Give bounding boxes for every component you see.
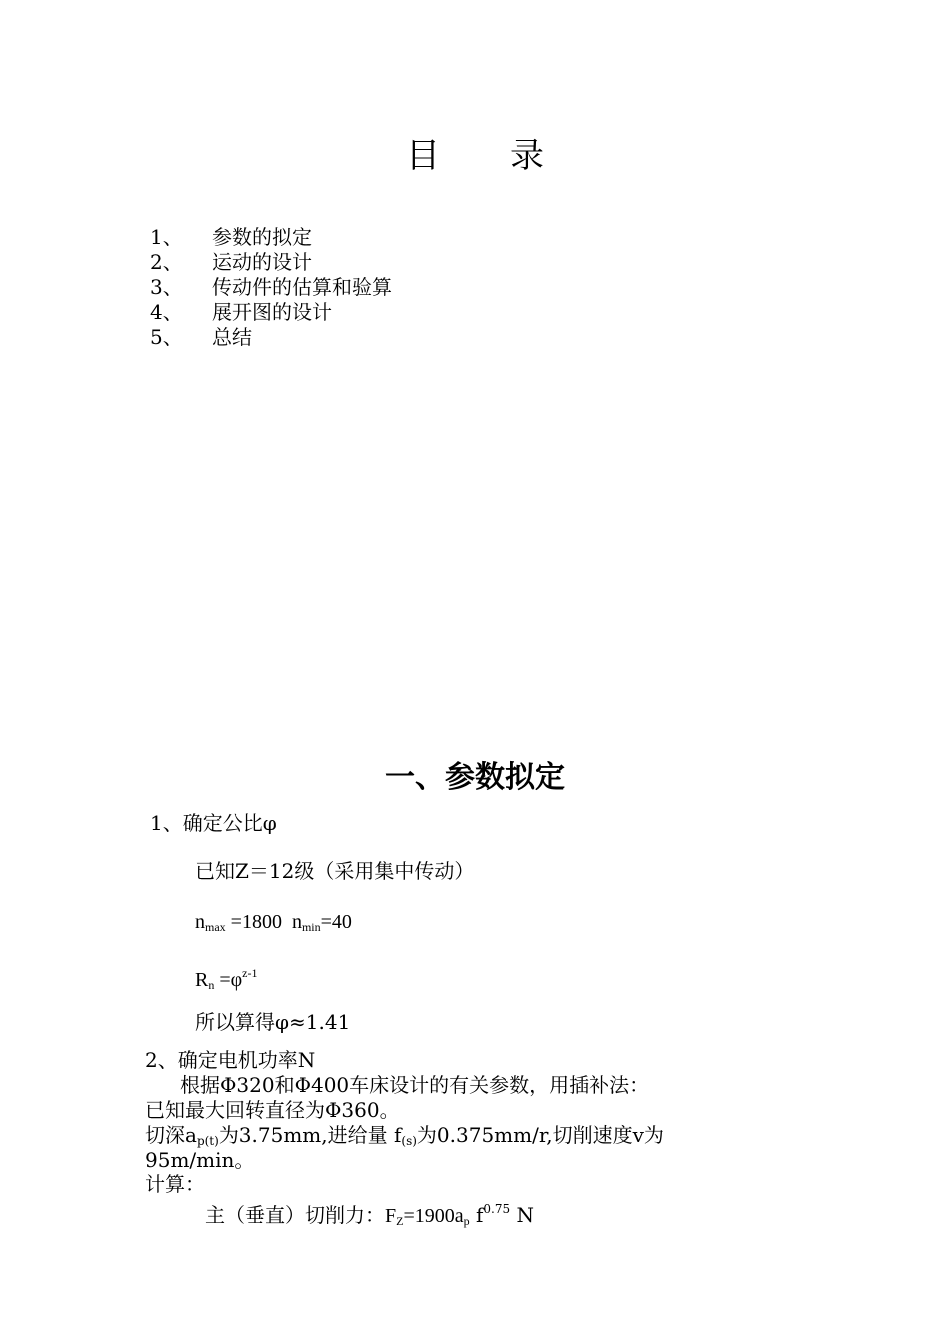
force-subscript: Z <box>396 1214 404 1228</box>
step1-given: 已知Z＝12级（采用集中传动） <box>195 859 475 883</box>
step2-paragraph-2: 已知最大回转直径为Φ360。 <box>145 1098 400 1122</box>
toc-item <box>150 250 312 275</box>
toc-item <box>150 225 312 250</box>
depth-subscript: p(t) <box>196 1134 219 1148</box>
step1-speed-range <box>195 909 352 940</box>
toc-item-label: 展开图的设计 <box>212 300 332 324</box>
toc-item-number: 1、 <box>150 225 183 249</box>
feed-symbol: f <box>469 1203 484 1227</box>
step2-heading: 2、确定电机功率N <box>145 1048 316 1072</box>
nmax-value: =1800 <box>225 911 292 933</box>
step2-paragraph-4: 95m/min。 <box>145 1148 255 1172</box>
toc-item-number: 2、 <box>150 250 183 274</box>
force-unit: N <box>510 1203 534 1227</box>
step2-paragraph-5: 计算： <box>145 1172 205 1196</box>
feed-exponent: 0.75 <box>483 1202 511 1216</box>
toc-title-right: 录 <box>510 136 544 176</box>
toc-title <box>0 128 950 177</box>
toc-title-left: 目 <box>406 136 440 176</box>
nmin-value: =40 <box>320 911 352 933</box>
step1-heading: 1、确定公比φ <box>150 811 277 835</box>
cutting-force-formula <box>205 1196 534 1234</box>
toc-item-number: 3、 <box>150 275 183 299</box>
feed-label: 为3.75mm,进给量 f <box>218 1123 402 1147</box>
toc-item <box>150 325 252 350</box>
step1-rn-formula <box>195 960 258 998</box>
toc-item-number: 5、 <box>150 325 183 349</box>
force-coefficient: =1900a <box>403 1205 464 1227</box>
toc-item-label: 传动件的估算和验算 <box>212 275 392 299</box>
toc-item <box>150 275 392 300</box>
nmax-subscript: max <box>205 920 226 934</box>
depth-subscript: p <box>463 1214 470 1228</box>
rn-subscript: n <box>208 978 215 992</box>
toc-item-label: 参数的拟定 <box>212 225 312 249</box>
step1-result: 所以算得φ≈1.41 <box>195 1010 351 1034</box>
nmin-symbol: n <box>291 911 302 933</box>
toc-item-label: 运动的设计 <box>212 250 312 274</box>
toc-item-label: 总结 <box>212 325 252 349</box>
toc-item <box>150 300 332 325</box>
force-symbol: F <box>385 1205 397 1227</box>
section-title: 一、参数拟定 <box>385 760 565 795</box>
feed-subscript: (s) <box>401 1134 417 1148</box>
speed-label: 为0.375mm/r,切削速度v为 <box>416 1123 664 1147</box>
rn-symbol: R <box>195 969 209 991</box>
cutting-force-label: 主（垂直）切削力： <box>205 1203 385 1227</box>
depth-label: 切深a <box>145 1123 197 1147</box>
nmin-subscript: min <box>301 920 321 934</box>
rn-superscript: z-1 <box>242 966 258 980</box>
step2-paragraph-1: 根据Φ320和Φ400车床设计的有关参数，用插补法： <box>180 1073 650 1097</box>
nmax-symbol: n <box>195 911 205 933</box>
toc-item-number: 4、 <box>150 300 183 324</box>
rn-equals: =φ <box>214 969 243 991</box>
